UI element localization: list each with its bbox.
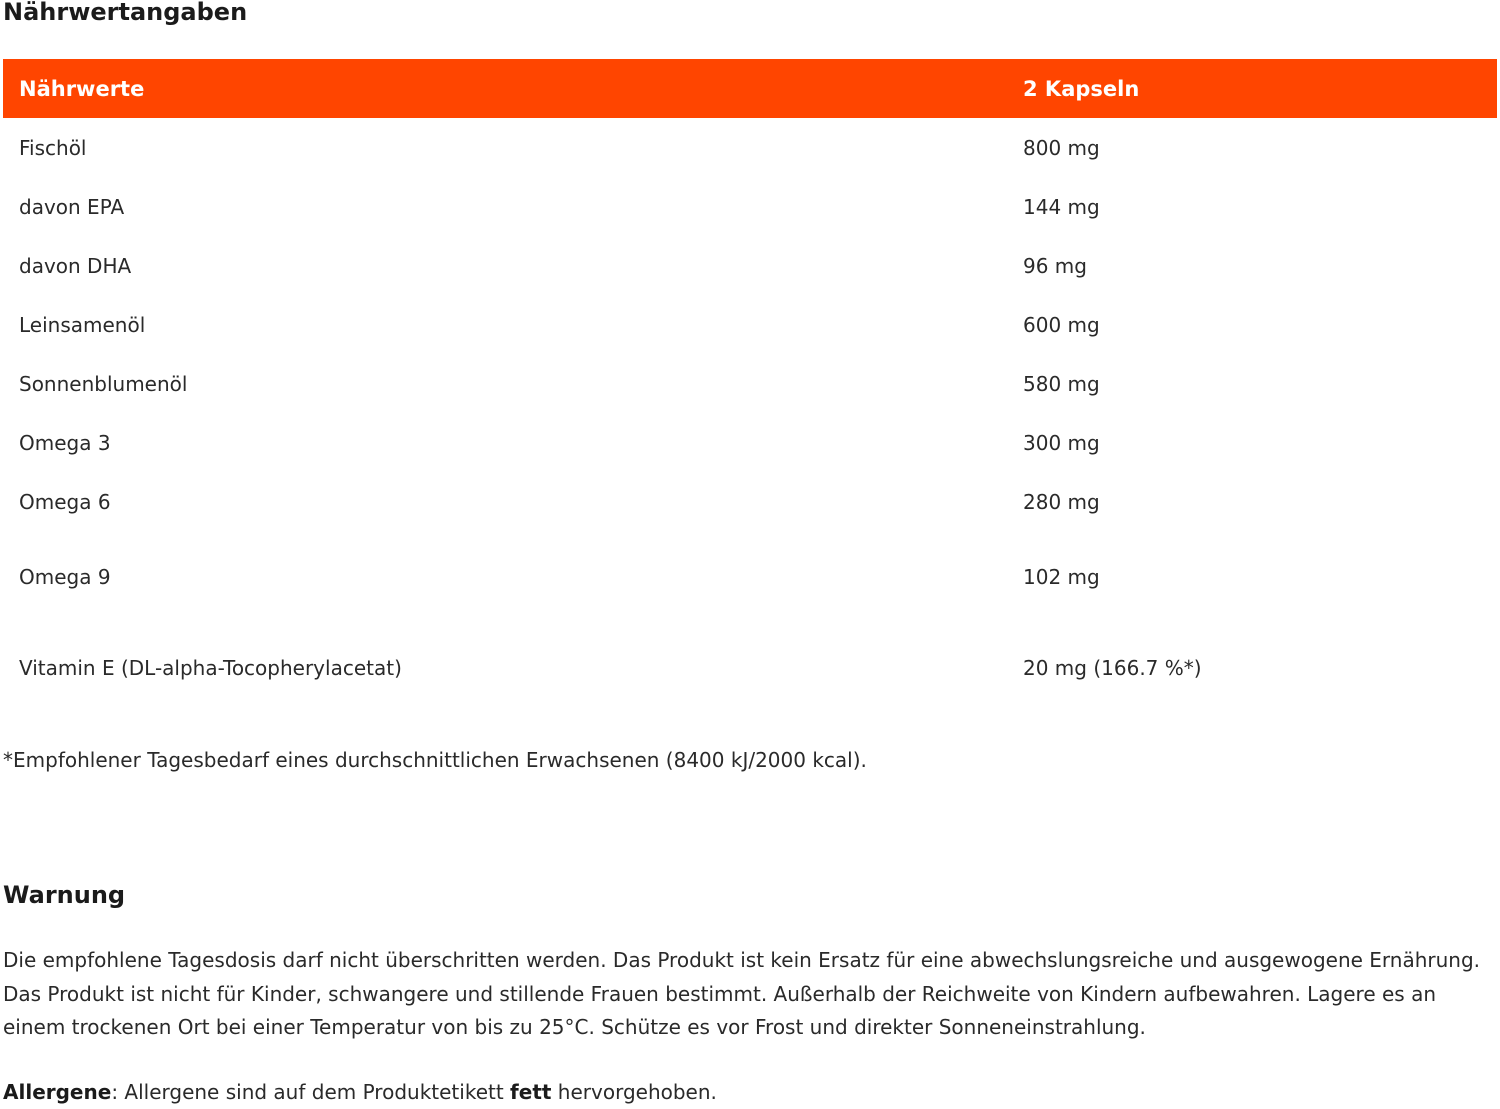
warning-title: Warnung xyxy=(3,881,126,909)
nutrition-table xyxy=(3,59,1497,713)
table-row xyxy=(3,472,1497,531)
allergen-text-after: hervorgehoben. xyxy=(551,1080,717,1104)
nutrient-value: 20 mg (166.7 %*) xyxy=(1023,655,1202,680)
nutrient-name: Vitamin E (DL-alpha-Tocopherylacetat) xyxy=(19,655,402,680)
nutrient-value: 280 mg xyxy=(1023,489,1100,514)
nutrient-value: 580 mg xyxy=(1023,371,1100,396)
nutrient-name: Omega 9 xyxy=(19,564,111,589)
allergen-text-before: : Allergene sind auf dem Produktetikett xyxy=(111,1080,511,1104)
nutrient-name: Omega 6 xyxy=(19,489,111,514)
table-row xyxy=(3,236,1497,295)
table-row xyxy=(3,531,1497,622)
nutrient-value: 96 mg xyxy=(1023,253,1087,278)
table-row xyxy=(3,118,1497,177)
warning-text: Die empfohlene Tagesdosis darf nicht überschritten werden. Das Produkt ist kein Ersatz für eine abwechslungsreiche und ausgewogene Ernährung. Das Produkt ist nicht für Kinder, schwangere und stillende Frauen bestimmt. Außerhalb der Reichweite von Kindern aufbewahren. Lagere es an einem trockenen Ort bei einer Temperatur von bis zu 25°C. Schütze es vor Frost und direkter Sonneneinstrahlung. xyxy=(3,948,1481,1039)
nutrient-name: Leinsamenöl xyxy=(19,312,146,337)
nutrient-name: Fischöl xyxy=(19,135,87,160)
allergen-note xyxy=(3,1077,717,1107)
nutrient-name: Omega 3 xyxy=(19,430,111,455)
table-row xyxy=(3,295,1497,354)
table-row xyxy=(3,177,1497,236)
nutrient-value: 144 mg xyxy=(1023,194,1100,219)
allergen-label: Allergene xyxy=(3,1080,112,1104)
allergen-bold-word: fett xyxy=(510,1080,552,1104)
nutrient-value: 102 mg xyxy=(1023,564,1100,589)
header-per-2-capsules: 2 Kapseln xyxy=(1023,76,1140,101)
nutrient-value: 800 mg xyxy=(1023,135,1100,160)
header-nutrients: Nährwerte xyxy=(19,76,145,101)
nutrient-name: davon EPA xyxy=(19,194,125,219)
table-row xyxy=(3,622,1497,713)
daily-value-footnote: *Empfohlener Tagesbedarf eines durchschnittlichen Erwachsenen (8400 kJ/2000 kcal). xyxy=(3,748,867,772)
nutrition-title: Nährwertangaben xyxy=(3,0,248,26)
table-header-row xyxy=(3,59,1497,118)
nutrient-value: 600 mg xyxy=(1023,312,1100,337)
nutrient-name: Sonnenblumenöl xyxy=(19,371,188,396)
nutrient-value: 300 mg xyxy=(1023,430,1100,455)
table-row xyxy=(3,413,1497,472)
table-row xyxy=(3,354,1497,413)
nutrient-name: davon DHA xyxy=(19,253,132,278)
